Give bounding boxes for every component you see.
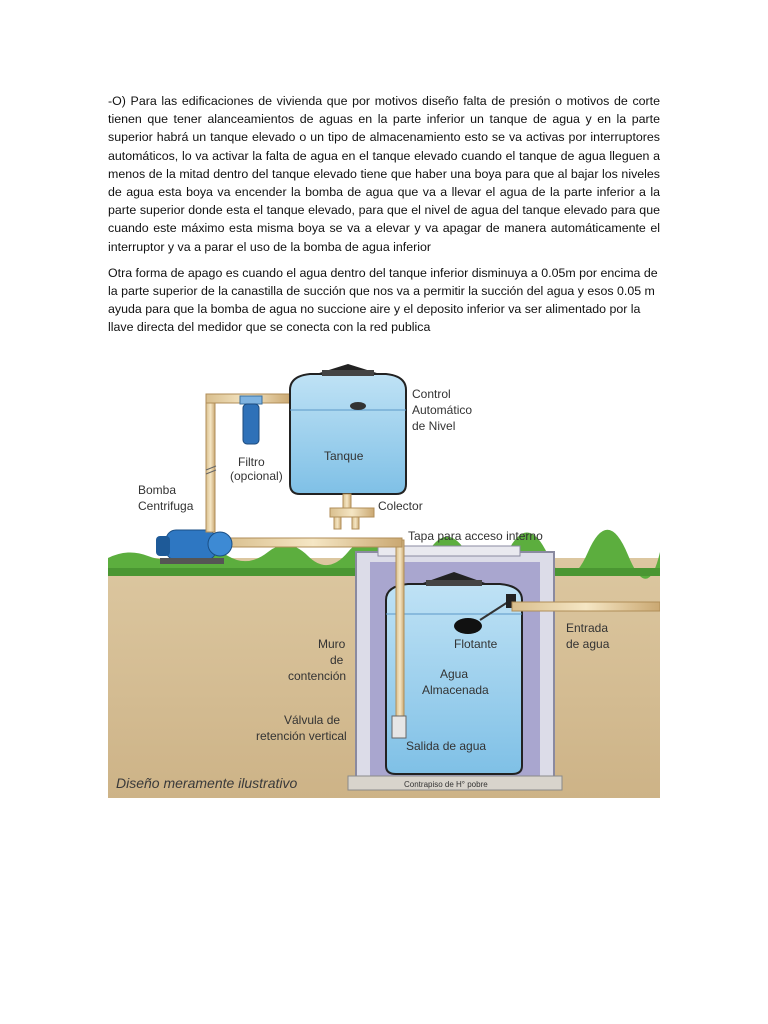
filter-icon <box>240 396 262 444</box>
label-filtro-2: (opcional) <box>230 469 283 483</box>
label-control-2: Automático <box>412 403 473 417</box>
paragraph-2: Otra forma de apago es cuando el agua dentro del tanque inferior disminuya a 0.05m por encima de la parte superior de la canastilla de succión que nos va a permitir la succión del agua y esos 0.05 m ayuda para que la bomba de agua no succione aire y el deposito inferior va ser alimentado por la llave directa del medidor que se conecta con la red publica <box>108 265 658 335</box>
label-bomba-2: Centrifuga <box>138 499 194 513</box>
document-body <box>108 92 660 345</box>
label-control-3: de Nivel <box>412 419 456 433</box>
label-muro-2: de <box>330 653 344 667</box>
elevated-tank <box>290 364 406 494</box>
label-filtro: Filtro <box>238 455 265 469</box>
label-colector: Colector <box>378 499 423 513</box>
inlet-pipe <box>512 602 660 611</box>
label-flotante: Flotante <box>454 637 498 651</box>
label-bomba: Bomba <box>138 483 177 497</box>
label-tapa: Tapa para acceso interno <box>408 529 543 543</box>
label-muro: Muro <box>318 637 346 651</box>
paragraph-1: -O) Para las edificaciones de vivienda que por motivos diseño falta de presión o motivos de corte tienen que tener alanceamientos de aguas en la parte inferior un tanque de agua y en la parte superior habrá un tanque elevado o un tipo de almacenamiento esto se va activas por interruptores automáticos, lo va activar la falta de agua en el tanque elevado cuando el tanque de agua lleguen a menos de la mitad dentro del tanque elevado tiene que haber una boya para que al bajar los niveles de agua esta boya va encender la bomba de agua que va a llevar el agua de la parte inferior a la parte superior donde esta el tanque elevado, para que el nivel de agua del tanque elevado para que cuando este máximo esta misma boya se va a elevar y va apagar de manera automáticamente el interruptor y va a parar el uso de la bomba de agua inferior <box>108 94 660 254</box>
label-entrada-2: de agua <box>566 637 610 651</box>
float-ball <box>454 618 482 634</box>
figure-caption: Diseño meramente ilustrativo <box>116 775 298 791</box>
label-entrada: Entrada <box>566 621 609 635</box>
label-valvula: Válvula de <box>284 713 341 727</box>
label-valvula-2: retención vertical <box>256 729 347 743</box>
label-contrapiso: Contrapiso de H° pobre <box>404 780 488 789</box>
pump-icon <box>156 530 232 564</box>
label-control: Control <box>412 387 451 401</box>
label-salida: Salida de agua <box>406 739 487 753</box>
water-system-diagram <box>108 362 660 798</box>
label-muro-3: contención <box>288 669 347 683</box>
label-tanque: Tanque <box>324 449 364 463</box>
label-agua: Agua <box>440 667 469 681</box>
label-agua-2: Almacenada <box>422 683 489 697</box>
